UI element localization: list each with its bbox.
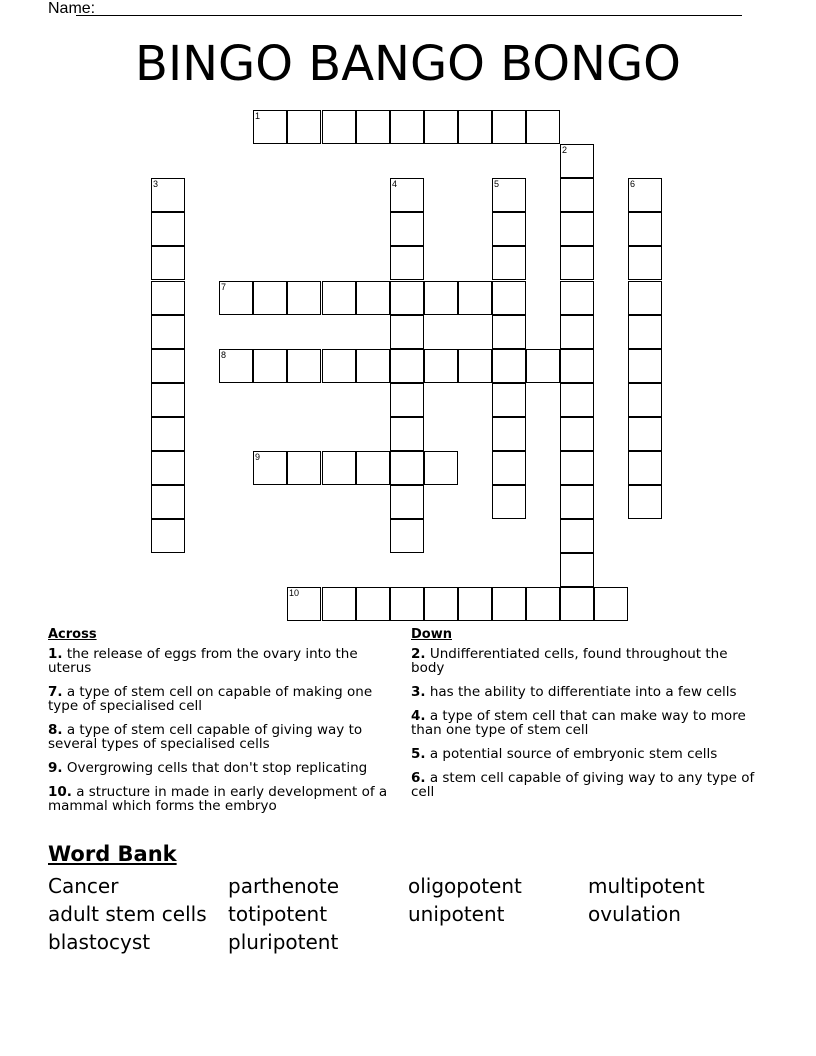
word-bank-item: ovulation: [588, 902, 681, 926]
clue-number: 6: [630, 179, 636, 189]
crossword-cell[interactable]: [253, 281, 287, 315]
crossword-cell[interactable]: [287, 587, 321, 621]
puzzle-title: BINGO BANGO BONGO: [135, 36, 681, 92]
crossword-cell[interactable]: [151, 281, 185, 315]
across-clue: [48, 785, 400, 813]
crossword-cell[interactable]: [219, 349, 253, 383]
word-bank-item: adult stem cells: [48, 902, 207, 926]
crossword-cell[interactable]: [492, 281, 526, 315]
crossword-cell[interactable]: [492, 451, 526, 485]
crossword-cell[interactable]: [628, 178, 662, 212]
across-clues: [48, 628, 400, 823]
clue-text: has the ability to differentiate into a few cells: [425, 684, 737, 700]
crossword-cell[interactable]: [151, 519, 185, 553]
down-clue: [411, 647, 756, 675]
clue-text: Overgrowing cells that don't stop replicating: [62, 760, 368, 776]
crossword-cell[interactable]: [628, 349, 662, 383]
across-clue: [48, 723, 400, 751]
crossword-cell[interactable]: [492, 587, 526, 621]
crossword-cell[interactable]: [390, 417, 424, 451]
down-clue: [411, 685, 756, 699]
crossword-cell[interactable]: [390, 212, 424, 246]
clue-num: 6.: [411, 770, 426, 786]
crossword-cell[interactable]: [492, 178, 526, 212]
word-bank-item: parthenote: [228, 874, 340, 898]
crossword-cell[interactable]: [424, 110, 458, 144]
crossword-cell[interactable]: [628, 212, 662, 246]
clue-text: a type of stem cell capable of giving way to several types of specialised cells: [48, 722, 363, 752]
crossword-cell[interactable]: [151, 315, 185, 349]
clue-num: 2.: [411, 646, 426, 662]
crossword-cell[interactable]: [390, 485, 424, 519]
clue-text: a stem cell capable of giving way to any type of cell: [411, 770, 755, 800]
down-clue: [411, 709, 756, 737]
crossword-cell[interactable]: [356, 451, 390, 485]
clue-num: 8.: [48, 722, 63, 738]
crossword-cell[interactable]: [322, 281, 356, 315]
crossword-cell[interactable]: [458, 349, 492, 383]
crossword-cell[interactable]: [390, 519, 424, 553]
crossword-cell[interactable]: [253, 110, 287, 144]
crossword-cell[interactable]: [526, 110, 560, 144]
crossword-cell[interactable]: [253, 349, 287, 383]
crossword-cell[interactable]: [492, 315, 526, 349]
crossword-cell[interactable]: [424, 349, 458, 383]
crossword-cell[interactable]: [628, 246, 662, 280]
crossword-cell[interactable]: [560, 281, 594, 315]
word-bank-title: Word Bank: [48, 842, 177, 866]
crossword-cell[interactable]: [390, 246, 424, 280]
word-bank-item: Cancer: [48, 874, 119, 898]
crossword-cell[interactable]: [560, 587, 594, 621]
clue-number: 5: [494, 179, 500, 189]
crossword-cell[interactable]: [492, 246, 526, 280]
clue-number: 2: [562, 145, 568, 155]
word-bank-item: pluripotent: [228, 930, 339, 954]
crossword-cell[interactable]: [390, 110, 424, 144]
crossword-cell[interactable]: [526, 587, 560, 621]
crossword-cell[interactable]: [151, 417, 185, 451]
crossword-cell[interactable]: [560, 178, 594, 212]
crossword-cell[interactable]: [151, 349, 185, 383]
clue-num: 1.: [48, 646, 63, 662]
down-clue: [411, 747, 756, 761]
crossword-cell[interactable]: [492, 349, 526, 383]
crossword-cell[interactable]: [424, 281, 458, 315]
crossword-cell[interactable]: [492, 212, 526, 246]
crossword-cell[interactable]: [628, 383, 662, 417]
crossword-cell[interactable]: [356, 349, 390, 383]
down-clue: [411, 771, 756, 799]
crossword-cell[interactable]: [151, 485, 185, 519]
crossword-cell[interactable]: [458, 110, 492, 144]
across-clue: [48, 761, 400, 775]
clue-num: 9.: [48, 760, 63, 776]
crossword-cell[interactable]: [322, 349, 356, 383]
clue-num: 3.: [411, 684, 426, 700]
crossword-cell[interactable]: [560, 553, 594, 587]
clue-number: 10: [289, 588, 300, 598]
crossword-cell[interactable]: [560, 144, 594, 178]
crossword-cell[interactable]: [219, 281, 253, 315]
clue-num: 5.: [411, 746, 426, 762]
crossword-cell[interactable]: [492, 417, 526, 451]
clue-text: a potential source of embryonic stem cells: [425, 746, 718, 762]
clue-number: 1: [255, 111, 261, 121]
crossword-cell[interactable]: [560, 485, 594, 519]
word-bank-item: blastocyst: [48, 930, 151, 954]
clue-text: Undifferentiated cells, found throughout the body: [411, 646, 728, 676]
crossword-cell[interactable]: [151, 451, 185, 485]
crossword-cell[interactable]: [560, 212, 594, 246]
crossword-cell[interactable]: [424, 451, 458, 485]
crossword-cell[interactable]: [628, 417, 662, 451]
clue-text: a type of stem cell that can make way to more than one type of stem cell: [411, 708, 746, 738]
crossword-cell[interactable]: [151, 212, 185, 246]
clue-number: 4: [392, 179, 398, 189]
crossword-cell[interactable]: [356, 587, 390, 621]
crossword-cell[interactable]: [560, 246, 594, 280]
crossword-cell[interactable]: [390, 587, 424, 621]
word-bank-item: multipotent: [588, 874, 705, 898]
crossword-cell[interactable]: [356, 110, 390, 144]
down-clues: [411, 628, 756, 809]
crossword-cell[interactable]: [628, 451, 662, 485]
across-heading: Across: [48, 627, 97, 642]
clue-number: 8: [221, 350, 227, 360]
crossword-cell[interactable]: [492, 383, 526, 417]
clue-text: a structure in made in early development of a mammal which forms the embryo: [48, 784, 388, 814]
crossword-cell[interactable]: [560, 383, 594, 417]
down-heading: Down: [411, 627, 452, 642]
crossword-cell[interactable]: [287, 349, 321, 383]
crossword-cell[interactable]: [594, 587, 628, 621]
crossword-cell[interactable]: [287, 110, 321, 144]
clue-number: 7: [221, 282, 227, 292]
clue-text: the release of eggs from the ovary into the uterus: [48, 646, 358, 676]
clue-number: 3: [153, 179, 159, 189]
across-clue: [48, 647, 400, 675]
crossword-cell[interactable]: [322, 587, 356, 621]
crossword-cell[interactable]: [560, 451, 594, 485]
crossword-cell[interactable]: [253, 451, 287, 485]
clue-num: 4.: [411, 708, 426, 724]
crossword-cell[interactable]: [356, 281, 390, 315]
crossword-cell[interactable]: [424, 587, 458, 621]
crossword-cell[interactable]: [526, 349, 560, 383]
crossword-cell[interactable]: [151, 246, 185, 280]
clue-num: 10.: [48, 784, 72, 800]
crossword-cell[interactable]: [492, 110, 526, 144]
word-bank-item: totipotent: [228, 902, 328, 926]
crossword-cell[interactable]: [628, 281, 662, 315]
crossword-cell[interactable]: [560, 349, 594, 383]
name-label: Name:: [48, 0, 96, 17]
crossword-cell[interactable]: [628, 485, 662, 519]
crossword-cell[interactable]: [322, 110, 356, 144]
clue-number: 9: [255, 452, 261, 462]
word-bank-item: oligopotent: [408, 874, 522, 898]
crossword-cell[interactable]: [628, 315, 662, 349]
crossword-cell[interactable]: [458, 587, 492, 621]
crossword-cell[interactable]: [287, 451, 321, 485]
crossword-cell[interactable]: [390, 451, 424, 485]
crossword-cell[interactable]: [151, 178, 185, 212]
crossword-cell[interactable]: [390, 315, 424, 349]
crossword-cell[interactable]: [390, 383, 424, 417]
crossword-cell[interactable]: [390, 281, 424, 315]
crossword-cell[interactable]: [492, 485, 526, 519]
clue-num: 7.: [48, 684, 63, 700]
crossword-cell[interactable]: [322, 451, 356, 485]
crossword-cell[interactable]: [390, 349, 424, 383]
crossword-cell[interactable]: [560, 315, 594, 349]
crossword-cell[interactable]: [560, 519, 594, 553]
crossword-cell[interactable]: [560, 417, 594, 451]
crossword-cell[interactable]: [390, 178, 424, 212]
crossword-cell[interactable]: [458, 281, 492, 315]
crossword-cell[interactable]: [287, 281, 321, 315]
across-clue: [48, 685, 400, 713]
clue-text: a type of stem cell on capable of making one type of specialised cell: [48, 684, 373, 714]
word-bank-item: unipotent: [408, 902, 505, 926]
crossword-cell[interactable]: [151, 383, 185, 417]
